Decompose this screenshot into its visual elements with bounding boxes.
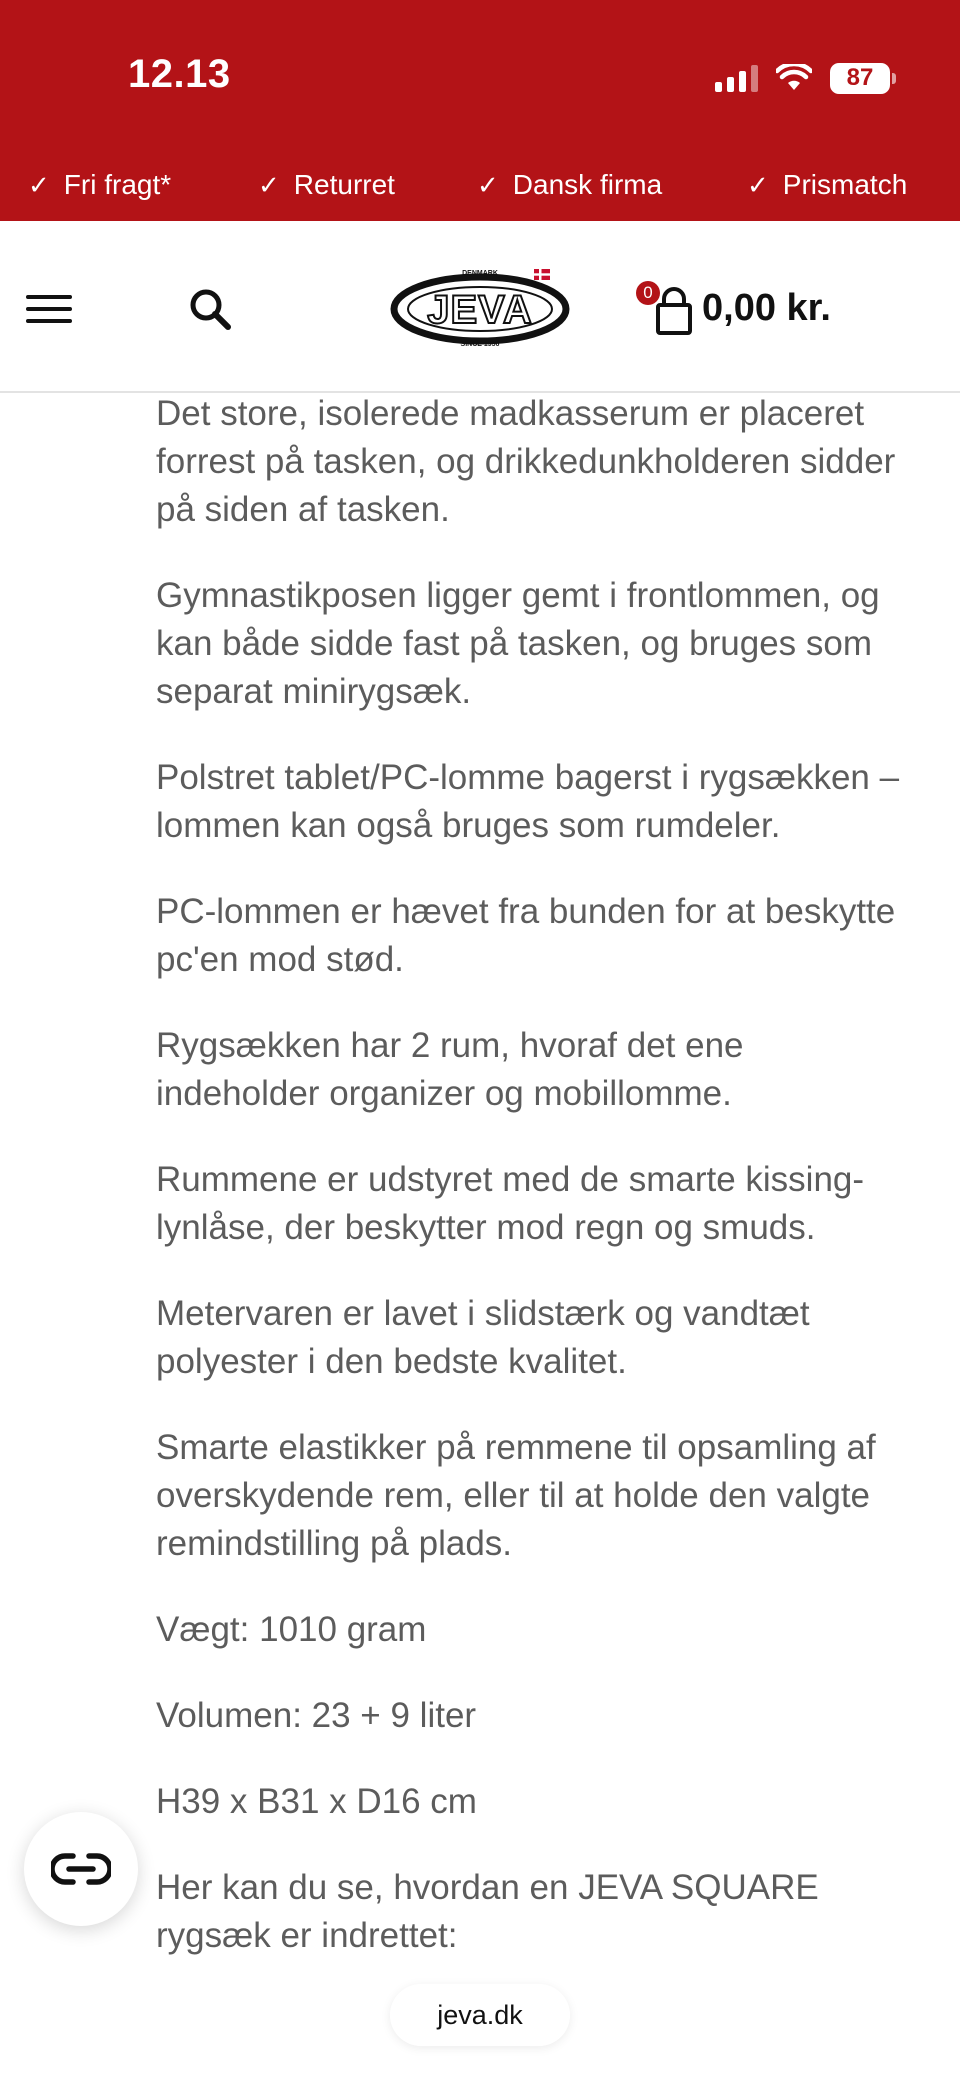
check-icon: ✓: [477, 169, 499, 200]
usp-label: Dansk firma: [512, 169, 663, 200]
shopping-bag-icon: [654, 287, 694, 337]
chat-logo-icon: [51, 1852, 111, 1886]
site-header: [0, 221, 960, 393]
description-paragraph: Det store, isolerede madkasserum er placeret forrest på tasken, og drikkedunkholderen sidder på siden af tasken.: [156, 394, 896, 529]
spec-dimensions: H39 x B31 x D16 cm: [156, 1782, 477, 1821]
usp-label: Returret: [293, 169, 395, 200]
usp-free-shipping: [28, 166, 171, 204]
signal-icon: [715, 64, 758, 92]
browser-url-bar[interactable]: [390, 1984, 570, 2046]
status-time: 12.13: [128, 52, 231, 96]
logo-top-text: DENMARK: [462, 270, 498, 277]
product-description: [156, 390, 916, 1998]
description-paragraph: PC-lommen er hævet fra bunden for at beskytte pc'en mod stød.: [156, 892, 896, 979]
check-icon: ✓: [747, 169, 769, 200]
usp-return: [258, 166, 395, 204]
status-icons: [715, 58, 890, 98]
check-icon: ✓: [28, 169, 50, 200]
description-paragraph: Polstret tablet/PC-lomme bagerst i rygsækken – lommen kan også bruges som rumdeler.: [156, 758, 900, 845]
description-paragraph: Gymnastikposen ligger gemt i frontlommen, og kan både sidde fast på tasken, og bruges som separat minirygsæk.: [156, 576, 880, 711]
logo-wordmark: JEVA: [427, 288, 533, 332]
search-icon[interactable]: [186, 285, 234, 333]
usp-label: Fri fragt*: [63, 169, 172, 200]
description-paragraph: Her kan du se, hvordan en JEVA SQUARE rygsæk er indrettet:: [156, 1868, 819, 1955]
spec-volume: Volumen: 23 + 9 liter: [156, 1696, 477, 1735]
url-text: jeva.dk: [437, 1999, 523, 2030]
description-paragraph: Metervaren er lavet i slidstærk og vandtæt polyester i den bedste kvalitet.: [156, 1294, 810, 1381]
description-paragraph: Rummene er udstyret med de smarte kissing-lynlåse, der beskytter mod regn og smuds.: [156, 1160, 865, 1247]
top-banner: [0, 0, 960, 221]
cart-total: 0,00 kr.: [702, 287, 831, 329]
battery-level: 87: [846, 64, 874, 91]
logo-bottom-text: SINCE 1956: [460, 341, 500, 348]
jeva-logo[interactable]: [384, 263, 576, 353]
cart-count-badge: 0: [636, 281, 660, 305]
menu-icon[interactable]: [26, 295, 72, 323]
usp-price-match: [747, 166, 907, 204]
description-paragraph: Smarte elastikker på remmene til opsamling af overskydende rem, eller til at holde den valgte remindstilling på plads.: [156, 1428, 876, 1563]
description-paragraph: Rygsækken har 2 rum, hvoraf det ene indeholder organizer og mobillomme.: [156, 1026, 744, 1113]
chat-button[interactable]: [24, 1812, 138, 1926]
check-icon: ✓: [258, 169, 280, 200]
usp-danish-company: [477, 166, 662, 204]
spec-weight: Vægt: 1010 gram: [156, 1610, 427, 1649]
danish-flag-icon: [534, 269, 550, 280]
battery-icon: [830, 63, 890, 94]
cart-button[interactable]: [636, 281, 846, 341]
usp-label: Prismatch: [782, 169, 908, 200]
wifi-icon: [776, 64, 812, 92]
